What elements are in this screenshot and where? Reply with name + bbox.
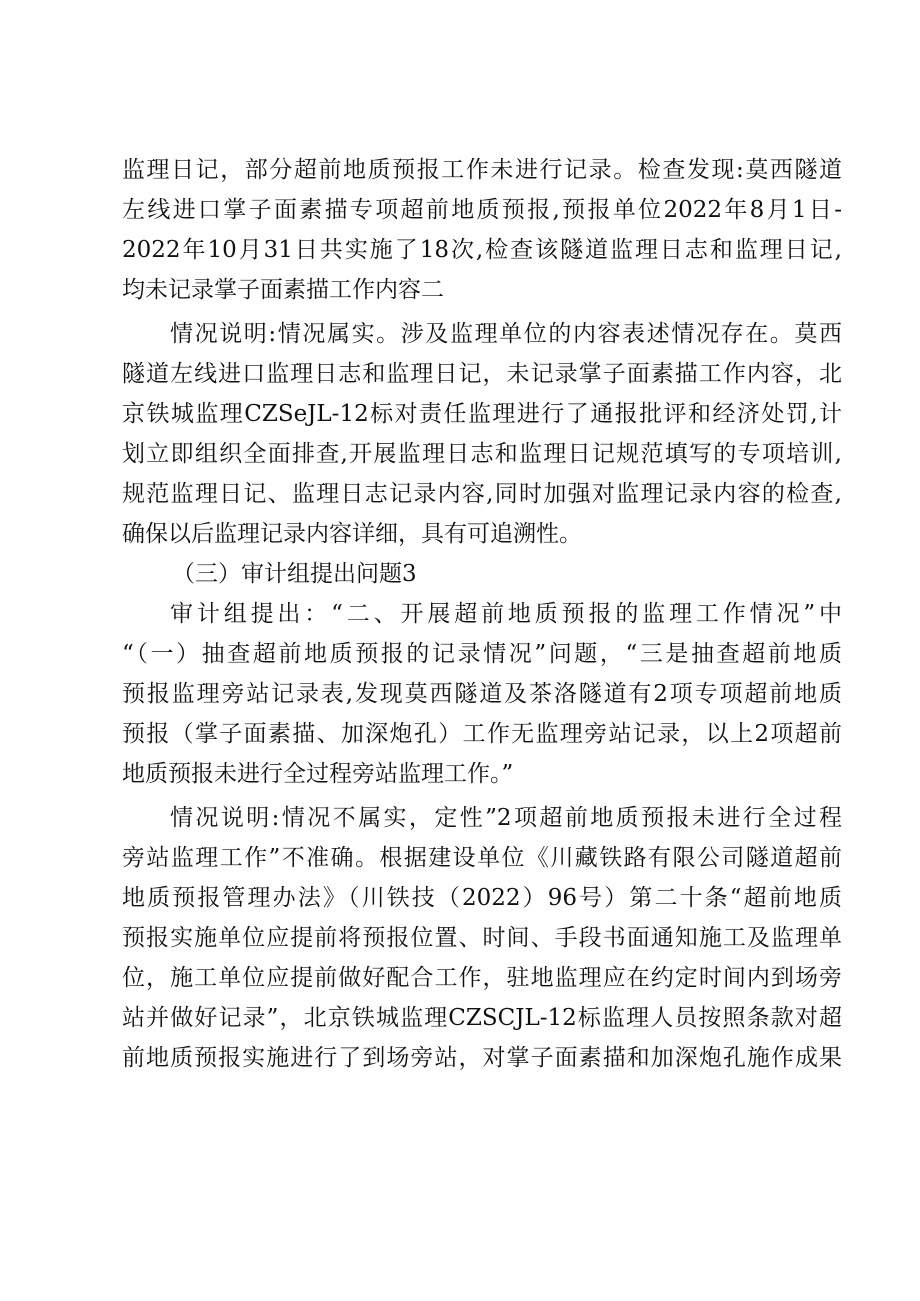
text-line: 预报（掌子面素描、加深炮孔）工作无监理旁站记录，以上2项超前: [122, 721, 842, 747]
text-line: 情况说明:情况不属实，定性”2项超前地质预报未进行全过程: [170, 805, 842, 831]
section-heading: [122, 554, 842, 594]
text-line: 地质预报未进行全过程旁站监理工作。”: [122, 761, 514, 787]
document-body: [122, 150, 842, 1078]
paragraph-audit-finding: [122, 594, 842, 794]
text-line: 确保以后监理记录内容详细，具有可追溯性。: [122, 521, 582, 547]
text-line: “（一）抽查超前地质预报的记录情况”问题，“三是抽查超前地质: [122, 641, 842, 667]
text-line: 预报监理旁站记录表,发现莫西隧道及茶洛隧道有2项专项超前地质: [122, 681, 842, 707]
text-line: 划立即组织全面排查,开展监理日志和监理日记规范填写的专项培训,: [122, 441, 842, 467]
text-line: 京铁城监理CZSeJL-12标对责任监理进行了通报批评和经济处罚,计: [122, 401, 842, 427]
text-line: 站并做好记录”，北京铁城监理CZSCJL-12标监理人员按照条款对超: [122, 1005, 842, 1031]
text-line: 均未记录掌子面素描工作内容二: [122, 277, 444, 303]
paragraph-continuation: [122, 150, 842, 310]
text-line: 前地质预报实施进行了到场旁站，对掌子面素描和加深炮孔施作成果: [122, 1045, 842, 1071]
text-line: 隧道左线进口监理日志和监理日记，未记录掌子面素描工作内容，北: [122, 361, 842, 387]
text-line: 左线进口掌子面素描专项超前地质预报,预报单位2022年8月1日-: [122, 197, 842, 223]
text-line: 位，施工单位应提前做好配合工作，驻地监理应在约定时间内到场旁: [122, 965, 842, 991]
text-line: 情况说明:情况属实。涉及监理单位的内容表述情况存在。莫西: [170, 321, 842, 347]
text-line: 审计组提出：“二、开展超前地质预报的监理工作情况”中: [170, 601, 842, 627]
paragraph-situation-1: [122, 314, 842, 554]
text-line: 规范监理日记、监理日志记录内容,同时加强对监理记录内容的检查,: [122, 481, 842, 507]
text-line: 旁站监理工作”不准确。根据建设单位《川藏铁路有限公司隧道超前: [122, 845, 842, 871]
text-line: 2022年10月31日共实施了18次,检查该隧道监理日志和监理日记,: [122, 237, 842, 263]
text-line: 预报实施单位应提前将预报位置、时间、手段书面通知施工及监理单: [122, 925, 842, 951]
text-line: 地质预报管理办法》（川铁技（2022）96号）第二十条“超前地质: [122, 885, 842, 911]
text-line: 监理日记，部分超前地质预报工作未进行记录。检查发现:莫西隧道: [122, 157, 842, 183]
paragraph-situation-2: [122, 798, 842, 1078]
heading-text: （三）审计组提出问题3: [172, 561, 417, 587]
